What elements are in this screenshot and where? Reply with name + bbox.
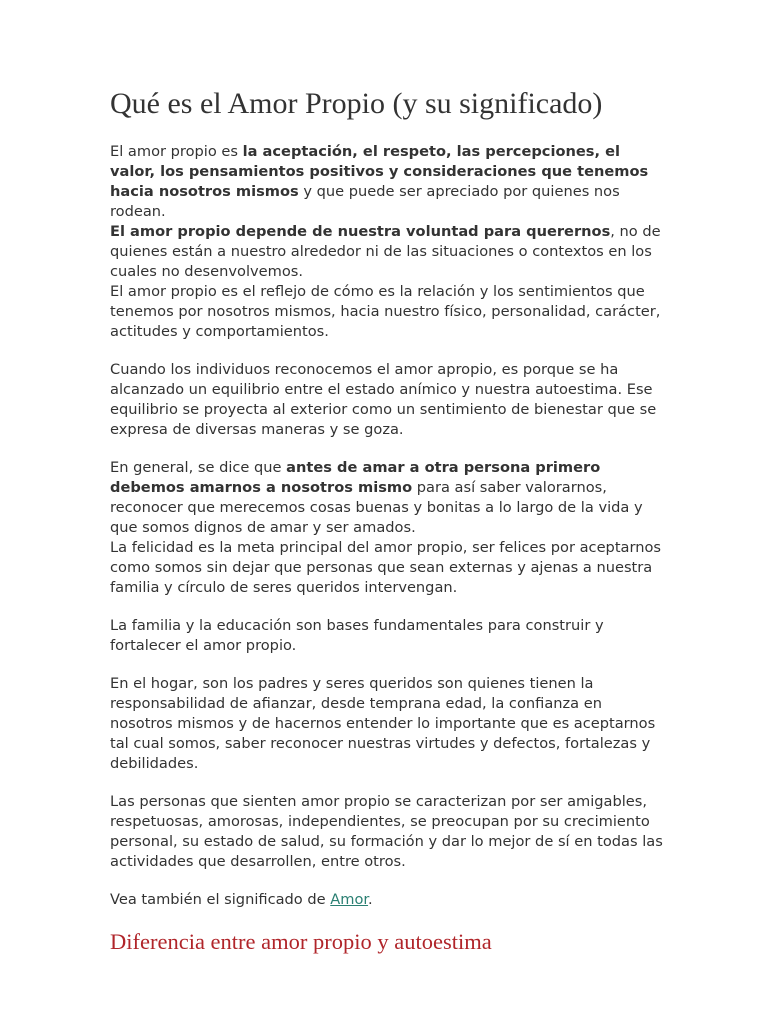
- paragraph-vea-tambien: [110, 890, 668, 910]
- paragraph-general: [110, 458, 668, 598]
- general-outro: para así saber valorarnos, reconocer que merecemos cosas buenas y bonitas a lo largo de la vida y que somos dignos de amar y ser amados.: [110, 479, 643, 536]
- paragraph-equilibrio: Cuando los individuos reconocemos el amor apropio, es porque se ha alcanzado un equilibrio entre el estado anímico y nuestra autoestima. Ese equilibrio se proyecta al exterior como un sentimiento de bienestar que se expresa de diversas maneras y se goza.: [110, 361, 657, 438]
- paragraph-definition: [110, 142, 668, 342]
- section-subtitle: Diferencia entre amor propio y autoestima: [110, 929, 492, 954]
- paragraph-caracteristicas: Las personas que sienten amor propio se caracterizan por ser amigables, respetuosas, amorosas, independientes, se preocupan por su crecimiento personal, su estado de salud, su formación y dar lo mejor de sí en todas las actividades que desarrollen, entre otros.: [110, 793, 663, 870]
- page-title: Qué es el Amor Propio (y su significado): [110, 87, 603, 120]
- general-bold: antes de amar a otra persona primero debemos amarnos a nosotros mismo: [110, 459, 601, 496]
- definition-outro: y que puede ser apreciado por quienes nos rodean.: [110, 183, 620, 220]
- voluntad-bold: El amor propio depende de nuestra voluntad para querernos: [110, 223, 611, 240]
- paragraph-hogar: En el hogar, son los padres y seres queridos son quienes tienen la responsabilidad de afianzar, desde temprana edad, la confianza en nosotros mismos y de hacernos entender lo importante que es aceptarnos tal cual somos, saber reconocer nuestras virtudes y defectos, fortalezas y debilidades.: [110, 675, 656, 772]
- amor-link[interactable]: Amor: [330, 891, 369, 908]
- definition-intro: El amor propio es: [110, 143, 243, 160]
- definition-bold: la aceptación, el respeto, las percepciones, el valor, los pensamientos positivos y consideraciones que tenemos hacia nosotros mismos: [110, 143, 649, 200]
- vea-tambien-text: Vea también el significado de: [110, 891, 331, 908]
- voluntad-text: , no de quienes están a nuestro alrededor ni de las situaciones o contextos en los cuales no desenvolvemos.: [110, 223, 661, 280]
- vea-tambien-period: .: [368, 891, 373, 908]
- general-intro: En general, se dice que: [110, 459, 287, 476]
- reflejo-text: El amor propio es el reflejo de cómo es la relación y los sentimientos que tenemos por nosotros mismos, hacia nuestro físico, personalidad, carácter, actitudes y comportamientos.: [110, 283, 661, 340]
- paragraph-familia: La familia y la educación son bases fundamentales para construir y fortalecer el amor propio.: [110, 617, 604, 654]
- felicidad-text: La felicidad es la meta principal del amor propio, ser felices por aceptarnos como somos sin dejar que personas que sean externas y ajenas a nuestra familia y círculo de seres queridos intervengan.: [110, 539, 662, 596]
